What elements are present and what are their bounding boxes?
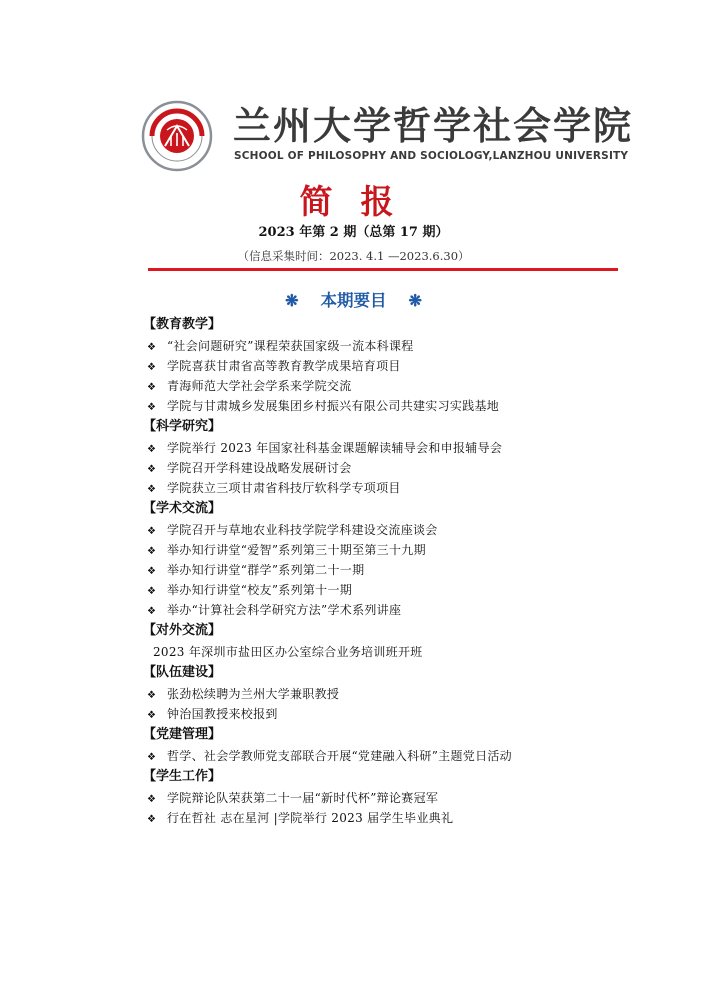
list-item[interactable] [143, 396, 643, 416]
section-heading: 【科学研究】 [143, 419, 222, 434]
diamond-bullet-icon: ❖ [147, 342, 157, 353]
toc-heading [0, 289, 707, 313]
list-item-text: 哲学、社会学教师党支部联合开展“党建融入科研”主题党日活动 [167, 749, 512, 763]
list-item[interactable] [143, 788, 643, 808]
diamond-bullet-icon: ❖ [147, 484, 157, 495]
list-item[interactable] [143, 336, 643, 356]
list-item[interactable] [143, 478, 643, 498]
diamond-bullet-icon: ❖ [147, 402, 157, 413]
section-heading: 【教育教学】 [143, 317, 222, 332]
list-item-text: 举办“计算社会科学研究方法”学术系列讲座 [167, 603, 402, 617]
school-seal-icon [141, 100, 213, 172]
list-item[interactable] [143, 684, 643, 704]
diamond-bullet-icon: ❖ [147, 362, 157, 373]
list-item[interactable] [143, 356, 643, 376]
list-item-text: “社会问题研究”课程荣获国家级一流本科课程 [167, 339, 414, 353]
list-item[interactable] [143, 560, 643, 580]
toc-list [143, 314, 643, 828]
diamond-bullet-icon: ❖ [147, 752, 157, 763]
list-item-text: 青海师范大学社会学系来学院交流 [167, 379, 352, 393]
diamond-bullet-icon: ❖ [147, 464, 157, 475]
list-item[interactable] [143, 704, 643, 724]
list-item-text: 举办知行讲堂“爱智”系列第三十期至第三十九期 [167, 543, 426, 557]
collection-period: （信息采集时间：2023. 4.1 —2023.6.30） [237, 249, 470, 263]
school-name-en: SCHOOL OF PHILOSOPHY AND SOCIOLOGY,LANZHOU UNIVERSITY [234, 150, 629, 162]
list-item[interactable] [143, 600, 643, 620]
list-item-text: 举办知行讲堂“校友”系列第十一期 [167, 583, 353, 597]
diamond-bullet-icon: ❖ [147, 794, 157, 805]
list-item-text: 学院喜获甘肃省高等教育教学成果培育项目 [167, 359, 401, 373]
diamond-bullet-icon: ❖ [147, 444, 157, 455]
list-item-text: 张劲松续聘为兰州大学兼职教授 [167, 687, 340, 701]
diamond-bullet-icon: ❖ [147, 690, 157, 701]
diamond-bullet-icon: ❖ [147, 710, 157, 721]
list-item-text: 学院举行 2023 年国家社科基金课题解读辅导会和申报辅导会 [167, 441, 503, 455]
diamond-bullet-icon: ❖ [147, 814, 157, 825]
brief-title: 简报 [299, 182, 422, 221]
list-item[interactable] [143, 520, 643, 540]
list-item[interactable] [143, 540, 643, 560]
list-item[interactable] [143, 808, 643, 828]
list-item[interactable] [143, 580, 643, 600]
list-item[interactable] [143, 438, 643, 458]
list-item[interactable] [143, 642, 643, 662]
star-icon: ❋ [408, 291, 422, 310]
section-heading: 【党建管理】 [143, 727, 222, 742]
list-item-text: 学院召开学科建设战略发展研讨会 [167, 461, 352, 475]
diamond-bullet-icon: ❖ [147, 546, 157, 557]
header-divider [148, 268, 618, 271]
diamond-bullet-icon: ❖ [147, 606, 157, 617]
section-heading: 【学术交流】 [143, 501, 222, 516]
list-item-text: 学院召开与草地农业科技学院学科建设交流座谈会 [167, 523, 438, 537]
issue-number: 2023 年第 2 期（总第 17 期） [258, 225, 449, 240]
star-icon: ❋ [285, 291, 299, 310]
list-item-text: 学院辩论队荣获第二十一届“新时代杯”辩论赛冠军 [167, 791, 439, 805]
list-item-text: 学院获立三项甘肃省科技厅软科学专项项目 [167, 481, 401, 495]
section-heading: 【队伍建设】 [143, 665, 222, 680]
list-item-text: 钟治国教授来校报到 [167, 707, 278, 721]
diamond-bullet-icon: ❖ [147, 382, 157, 393]
list-item[interactable] [143, 376, 643, 396]
section-heading: 【学生工作】 [143, 769, 222, 784]
diamond-bullet-icon: ❖ [147, 566, 157, 577]
list-item[interactable] [143, 458, 643, 478]
list-item-text: 举办知行讲堂“群学”系列第二十一期 [167, 563, 365, 577]
school-header [141, 100, 634, 172]
list-item-text: 学院与甘肃城乡发展集团乡村振兴有限公司共建实习实践基地 [167, 399, 500, 413]
toc-title: 本期要目 [320, 291, 387, 310]
diamond-bullet-icon: ❖ [147, 586, 157, 597]
section-heading: 【对外交流】 [143, 623, 222, 638]
diamond-bullet-icon: ❖ [147, 526, 157, 537]
list-item-text: 2023 年深圳市盐田区办公室综合业务培训班开班 [153, 645, 423, 659]
school-name-cn: 兰州大学哲学社会学院 [233, 103, 634, 148]
list-item[interactable] [143, 746, 643, 766]
list-item-text: 行在哲社 志在星河 |学院举行 2023 届学生毕业典礼 [167, 811, 454, 825]
